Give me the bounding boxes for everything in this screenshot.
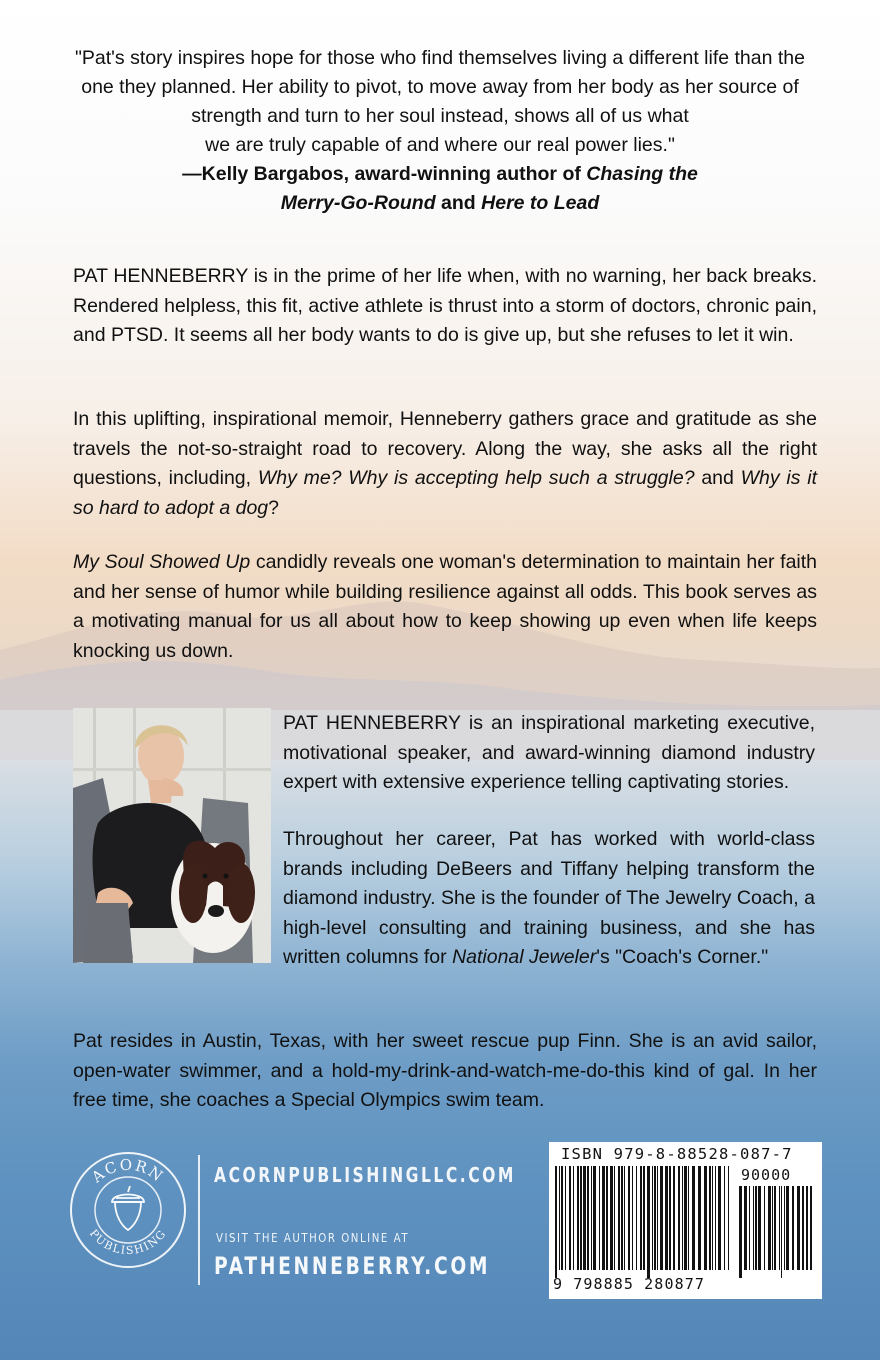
p2-start: In this uplifting, inspirational memoir, Henneberry gathers grace and gratitude as she travels the not-so-straight road to recovery. Along the way, she asks all the right questions, including, (73, 408, 817, 489)
barcode-bar (797, 1186, 800, 1270)
p2-end: ? (268, 496, 280, 519)
barcode-bar (772, 1186, 773, 1270)
addon-bars (739, 1186, 815, 1278)
author-website[interactable]: PATHENNEBERRY.COM (214, 1252, 491, 1280)
barcode-bar (749, 1186, 750, 1270)
quote-attribution-line2 (60, 189, 820, 218)
p3-rest: candidly reveals one woman's determination to maintain her faith and her sense of humor while building resilience against all odds. This book serves as a motivating manual for us all about how to keep showing up even when life keeps knocking us down. (73, 551, 818, 662)
logo-bottom-text: PUBLISHING (86, 1226, 170, 1258)
barcode-bar (621, 1166, 623, 1270)
barcode-bar (591, 1166, 592, 1270)
barcode-bar (718, 1166, 721, 1270)
barcode-bar (632, 1166, 633, 1270)
book-title: My Soul Showed Up (73, 551, 251, 573)
barcode-bar (602, 1166, 605, 1270)
isbn-barcode (549, 1142, 822, 1299)
barcode-bar (610, 1166, 613, 1270)
barcode-bar (744, 1186, 747, 1270)
barcode-bar (704, 1166, 707, 1270)
barcode-bar (660, 1166, 663, 1270)
p5-start: Throughout her career, Pat has worked with world-class brands including DeBeers and Tiffany helping transform the diamond industry. She is the founder of The Jewelry Coach, a high-level consulting and training business, and she has written columns for (283, 828, 815, 968)
barcode-bar (614, 1166, 615, 1270)
barcode-bar (755, 1186, 757, 1270)
endorsement-quote (60, 44, 820, 218)
barcode-bar (628, 1166, 630, 1270)
barcode-bar (779, 1186, 780, 1270)
barcode-bar (728, 1166, 729, 1270)
barcode-bar (682, 1166, 683, 1270)
barcode-bar (565, 1166, 566, 1270)
book-title-2: Here to Lead (481, 192, 600, 214)
publisher-website[interactable]: ACORNPUBLISHINGLLC.COM (214, 1163, 516, 1187)
barcode-bar (647, 1166, 650, 1278)
p5-end: 's "Coach's Corner." (596, 946, 769, 968)
barcode-bar (593, 1166, 596, 1270)
barcode-bar (698, 1166, 701, 1270)
description-paragraph-3 (73, 548, 817, 666)
ean-bars (555, 1166, 733, 1278)
quote-line: strength and turn to her soul instead, shows all of us what (191, 105, 689, 127)
barcode-bar (758, 1186, 761, 1270)
barcode-bar (802, 1186, 804, 1270)
acorn-icon (112, 1186, 144, 1230)
p2-question-1: Why me? Why is accepting help such a struggle? (257, 467, 695, 489)
barcode-bar (781, 1186, 782, 1278)
description-paragraph-1: PAT HENNEBERRY is in the prime of her life when, with no warning, her back breaks. Rendered helpless, this fit, active athlete is thrust into a storm of doctors, chronic pain, and PTSD. It seems all her body wants to do is give up, but she refuses to let it win. (73, 265, 817, 346)
barcode-bar (624, 1166, 625, 1270)
barcode-bar (692, 1166, 695, 1270)
logo-divider (198, 1155, 200, 1285)
barcode-bar (753, 1186, 754, 1270)
barcode-bar (599, 1166, 600, 1270)
barcode-bar (573, 1166, 574, 1270)
barcode-bar (618, 1166, 620, 1270)
publication-name: National Jeweler (452, 946, 597, 968)
quote-attribution (60, 160, 820, 189)
price-code: 90000 (741, 1166, 792, 1184)
and-text: and (441, 192, 476, 214)
barcode-bar (792, 1186, 794, 1270)
barcode-bar (768, 1186, 771, 1270)
author-bio-paragraph-1: PAT HENNEBERRY is an inspirational marketing executive, motivational speaker, and award-winning diamond industry expert with extensive experience telling captivating stories. (283, 712, 815, 793)
barcode-bar (688, 1166, 689, 1270)
barcode-bar (640, 1166, 642, 1270)
barcode-bar (712, 1166, 713, 1270)
barcode-bar (774, 1186, 776, 1270)
description-paragraph-2 (73, 405, 817, 523)
author-bio-paragraph-3: Pat resides in Austin, Texas, with her sweet rescue pup Finn. She is an avid sailor, open-water swimmer, and a hold-my-drink-and-watch-me-do-this kind of gal. In her free time, she coaches a Special Olympics swim team. (73, 1030, 817, 1111)
logo-top-text: ACORN (88, 1155, 168, 1187)
barcode-bar (678, 1166, 680, 1270)
barcode-bar (739, 1186, 742, 1278)
barcode-bar (724, 1166, 725, 1270)
p2-question-2: Why is it so hard to adopt a dog (73, 467, 817, 519)
p2-and: and (701, 467, 734, 489)
barcode-bar (561, 1166, 563, 1270)
barcode-bar (587, 1166, 589, 1270)
barcode-bar (764, 1186, 765, 1270)
barcode-bar (709, 1166, 711, 1270)
barcode-bar (654, 1166, 656, 1270)
barcode-bar (810, 1186, 812, 1270)
author-photo (73, 708, 271, 963)
barcode-bar (784, 1186, 785, 1270)
barcode-bar (580, 1166, 582, 1270)
barcode-bar (577, 1166, 579, 1270)
barcode-bar (569, 1166, 571, 1270)
barcode-bar (657, 1166, 658, 1270)
svg-text:PUBLISHING (87, 1227, 169, 1257)
attribution-prefix: —Kelly Bargabos, award-winning author of (182, 163, 581, 185)
barcode-bar (555, 1166, 557, 1278)
barcode-bar (806, 1186, 808, 1270)
barcode-bar (606, 1166, 608, 1270)
barcode-bar (643, 1166, 645, 1270)
quote-line: we are truly capable of and where our real power lies." (205, 134, 675, 156)
isbn-text: ISBN 979-8-88528-087-7 (561, 1145, 793, 1163)
book-title-1a: Chasing the (586, 163, 698, 185)
barcode-bar (636, 1166, 637, 1270)
barcode-bar (786, 1186, 789, 1270)
acorn-publishing-logo (68, 1150, 188, 1270)
quote-line: one they planned. Her ability to pivot, to move away from her body as her source of (81, 76, 799, 98)
barcode-bar (665, 1166, 668, 1270)
barcode-bar (583, 1166, 586, 1270)
barcode-bar (715, 1166, 716, 1270)
book-title-1b: Merry-Go-Round (280, 192, 436, 214)
barcode-bar (684, 1166, 687, 1270)
visit-author-text: VISIT THE AUTHOR ONLINE AT (216, 1231, 410, 1245)
ean-digits: 9 798885 280877 (553, 1275, 705, 1293)
barcode-bar (652, 1166, 653, 1270)
barcode-bar (559, 1166, 560, 1270)
author-bio-paragraph-2 (283, 825, 815, 973)
quote-line: "Pat's story inspires hope for those who find themselves living a different life than the (74, 47, 805, 69)
barcode-bar (673, 1166, 675, 1270)
barcode-bar (669, 1166, 671, 1270)
